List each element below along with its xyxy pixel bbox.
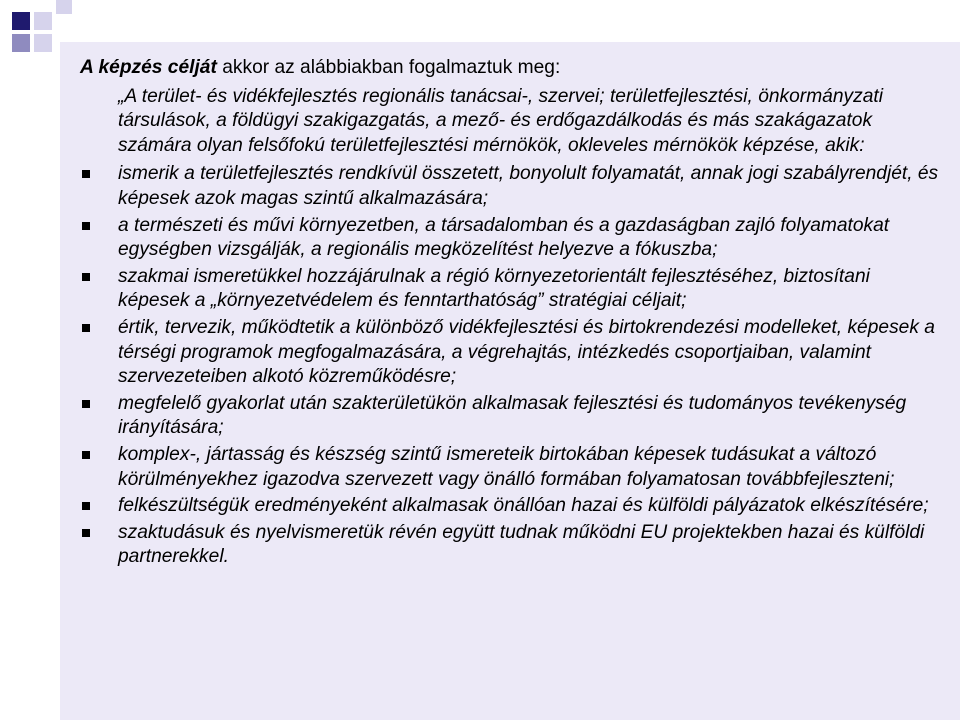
list-item-text: értik, tervezik, működtetik a különböző vidékfejlesztési és birtokrendezési modelleket, képesek a térségi programok megfogalmazására, a végrehajtás, intézkedés csoportjaiban, valamint szervezeteiben alkotó közreműködésre; [118, 316, 935, 388]
square-bullet-icon [82, 273, 90, 281]
slide-content [80, 56, 940, 572]
corner-square-light [56, 0, 72, 14]
list-item-text: megfelelő gyakorlat után szakterületükön alkalmasak fejlesztési és tudományos tevékenység irányítására; [118, 392, 907, 439]
square-bullet-icon [82, 222, 90, 230]
intro-line [80, 56, 940, 81]
list-item [80, 214, 940, 263]
lead-paragraph: „A terület- és vidékfejlesztés regionális tanácsai-, szervei; területfejlesztési, önkormányzati társulások, a földügyi szakigazgatás, a mező- és erdőgazdálkodás és más szakágazatok számára olyan felsőfokú területfejlesztési mérnökök, okleveles mérnökök képzése, akik: [118, 85, 883, 156]
square-bullet-icon [82, 529, 90, 537]
list-item [80, 521, 940, 570]
square-bullet-icon [82, 324, 90, 332]
square-bullet-icon [82, 400, 90, 408]
list-item-text: ismerik a területfejlesztés rendkívül összetett, bonyolult folyamatát, annak jogi szabályrendjét, és képesek azok magas szintű alkalmazására; [118, 163, 939, 209]
square-bullet-icon [82, 502, 90, 510]
corner-square-mid [12, 34, 30, 52]
list-item [80, 494, 940, 519]
list-item-text: szakmai ismeretükkel hozzájárulnak a régió környezetorientált fejlesztéséhez, biztosítani képesek a „környezetvédelem és fenntarthatóság” stratégiai céljait; [118, 265, 870, 312]
list-item [80, 443, 940, 492]
corner-square-dark [12, 12, 30, 30]
list-item [80, 316, 940, 390]
intro-rest: akkor az alábbiakban fogalmaztuk meg: [216, 57, 561, 78]
list-item-text: szaktudásuk és nyelvismeretük révén együtt tudnak működni EU projektekben hazai és külföldi partnerekkel. [118, 521, 925, 568]
list-item [80, 162, 940, 211]
list-item-text: felkészültségük eredményeként alkalmasak önállóan hazai és külföldi pályázatok elkészítésére; [118, 495, 929, 517]
list-item [80, 392, 940, 441]
list-item-text: a természeti és művi környezetben, a társadalomban és a gazdaságban zajló folyamatokat egységben vizsgálják, a regionális megközelítést helyezve a fókuszba; [118, 214, 890, 261]
list-item-text: komplex-, jártasság és készség szintű ismereteik birtokában képesek tudásukat a változó körülményekhez igazodva szervezett vagy önálló formában folyamatosan továbbfejleszteni; [118, 443, 895, 490]
list-item [80, 265, 940, 314]
intro-bold: A képzés célját [80, 57, 217, 78]
square-bullet-icon [82, 170, 90, 178]
corner-square-light [34, 34, 52, 52]
square-bullet-icon [82, 451, 90, 459]
corner-square-light [34, 12, 52, 30]
